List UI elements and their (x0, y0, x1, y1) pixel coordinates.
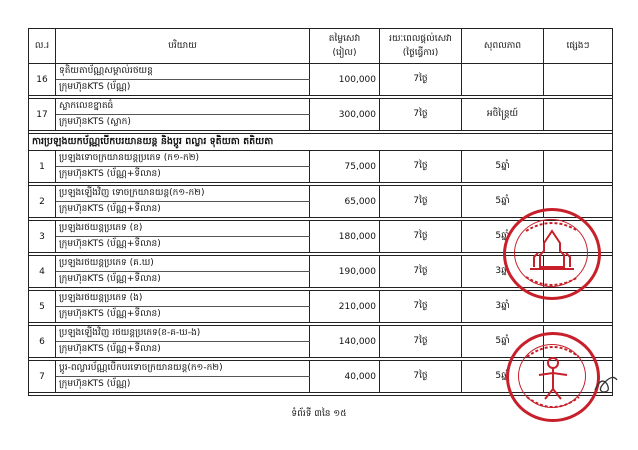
row-validity: 5ឆ្នាំ (462, 151, 544, 183)
row-validity: អចិន្ត្រៃយ៍ (462, 99, 544, 131)
row-description: ប្រឡងឡើងវិញ ទោចក្រយានយន្ត(ក១-ក២) (56, 186, 310, 202)
row-price: 40,000 (310, 361, 380, 393)
row-number: 5 (29, 291, 56, 323)
row-price: 65,000 (310, 186, 380, 218)
row-number: 1 (29, 151, 56, 183)
table-row (29, 99, 613, 115)
row-validity: 3ឆ្នាំ (462, 291, 544, 323)
row-description: ស្លាកលេខខ្នាតធំ (56, 99, 310, 115)
row-provider: ក្រុមហ៊ុនKTS (ប័ណ្ណ+ទីលាន) (56, 272, 310, 288)
row-validity (462, 64, 544, 96)
row-number: 2 (29, 186, 56, 218)
row-price: 210,000 (310, 291, 380, 323)
row-description: ប្រឡងរថយន្តប្រភេទ (ខ) (56, 221, 310, 237)
row-description: ប្រឡងរថយន្តប្រភេទ (ង) (56, 291, 310, 307)
row-validity: 5ឆ្នាំ (462, 221, 544, 253)
header-duration: រយៈពេលផ្តល់សេវា (ថ្ងៃធ្វើការ) (380, 29, 462, 64)
row-provider: ក្រុមហ៊ុនKTS (ប័ណ្ណ+ទីលាន) (56, 342, 310, 358)
row-provider: ក្រុមហ៊ុនKTS (ប័ណ្ណ+ទីលាន) (56, 307, 310, 323)
row-duration: 7ថ្ងៃ (380, 64, 462, 96)
table-row (29, 151, 613, 167)
section-row (29, 134, 613, 151)
row-description: ប្តូរ-ពល្លារប័ណ្ណបើកបរទោចក្រយានយន្ត(ក១-ក២) (56, 361, 310, 377)
table-row (29, 186, 613, 202)
row-number: 6 (29, 326, 56, 358)
row-provider: ក្រុមហ៊ុនKTS (ប័ណ្ណ+ទីលាន) (56, 202, 310, 218)
row-description: ប្រឡងរថយន្តប្រភេទ (គ.ឃ) (56, 256, 310, 272)
row-price: 75,000 (310, 151, 380, 183)
row-price: 180,000 (310, 221, 380, 253)
row-duration: 7ថ្ងៃ (380, 326, 462, 358)
row-description: ប្រឡងឡើងវិញ រថយន្តប្រភេទ(ខ-គ-ឃ-ង) (56, 326, 310, 342)
header-description: បរិយាយ (56, 29, 310, 64)
header-other: ផ្សេងៗ (544, 29, 613, 64)
row-price: 140,000 (310, 326, 380, 358)
row-number: 4 (29, 256, 56, 288)
row-other (544, 64, 613, 96)
row-duration: 7ថ្ងៃ (380, 221, 462, 253)
row-duration: 7ថ្ងៃ (380, 186, 462, 218)
row-price: 300,000 (310, 99, 380, 131)
official-seal-upper (503, 208, 601, 300)
row-number: 16 (29, 64, 56, 96)
row-description: ប្រឡងទោចក្រយានយន្តប្រភេទ (ក១-ក២) (56, 151, 310, 167)
header-no: ល.រ (29, 29, 56, 64)
row-number: 3 (29, 221, 56, 253)
section-title: ការប្រឡងយកប័ណ្ណបើកបរយានយន្ត និងប្តូរ ពល្លារ ទុតិយតា តតិយតា (29, 134, 613, 151)
row-provider: ក្រុមហ៊ុនKTS (ប័ណ្ណ+ទីលាន) (56, 167, 310, 183)
row-validity: 5ឆ្នាំ (462, 361, 544, 393)
row-other (544, 151, 613, 183)
row-duration: 7ថ្ងៃ (380, 151, 462, 183)
row-description: ទុតិយតាប័ណ្ណសម្គាល់រថយន្ត (56, 64, 310, 80)
row-number: 7 (29, 361, 56, 393)
row-duration: 7ថ្ងៃ (380, 99, 462, 131)
row-duration: 7ថ្ងៃ (380, 256, 462, 288)
figure-emblem (509, 335, 597, 419)
row-duration: 7ថ្ងៃ (380, 291, 462, 323)
row-price: 190,000 (310, 256, 380, 288)
row-provider: ក្រុមហ៊ុនKTS (ស្លាក) (56, 115, 310, 131)
row-provider: ក្រុមហ៊ុនKTS (ប័ណ្ណ) (56, 80, 310, 96)
signature (591, 370, 621, 398)
row-provider: ក្រុមហ៊ុនKTS (ប័ណ្ណ) (56, 377, 310, 393)
row-validity: 5ឆ្នាំ (462, 186, 544, 218)
official-seal-lower (506, 332, 600, 422)
header-validity: សុពលភាព (462, 29, 544, 64)
row-provider: ក្រុមហ៊ុនKTS (ប័ណ្ណ+ទីលាន) (56, 237, 310, 253)
row-duration: 7ថ្ងៃ (380, 361, 462, 393)
temple-emblem (506, 211, 598, 297)
header-row (29, 29, 613, 64)
row-price: 100,000 (310, 64, 380, 96)
row-validity: 3ឆ្នាំ (462, 256, 544, 288)
header-price: តម្លៃសេវា (រៀល) (310, 29, 380, 64)
row-validity: 5ឆ្នាំ (462, 326, 544, 358)
row-other (544, 99, 613, 131)
table-row (29, 64, 613, 80)
row-number: 17 (29, 99, 56, 131)
page-number: ទំព័រទី ៣នៃ ១៥ (291, 409, 347, 419)
